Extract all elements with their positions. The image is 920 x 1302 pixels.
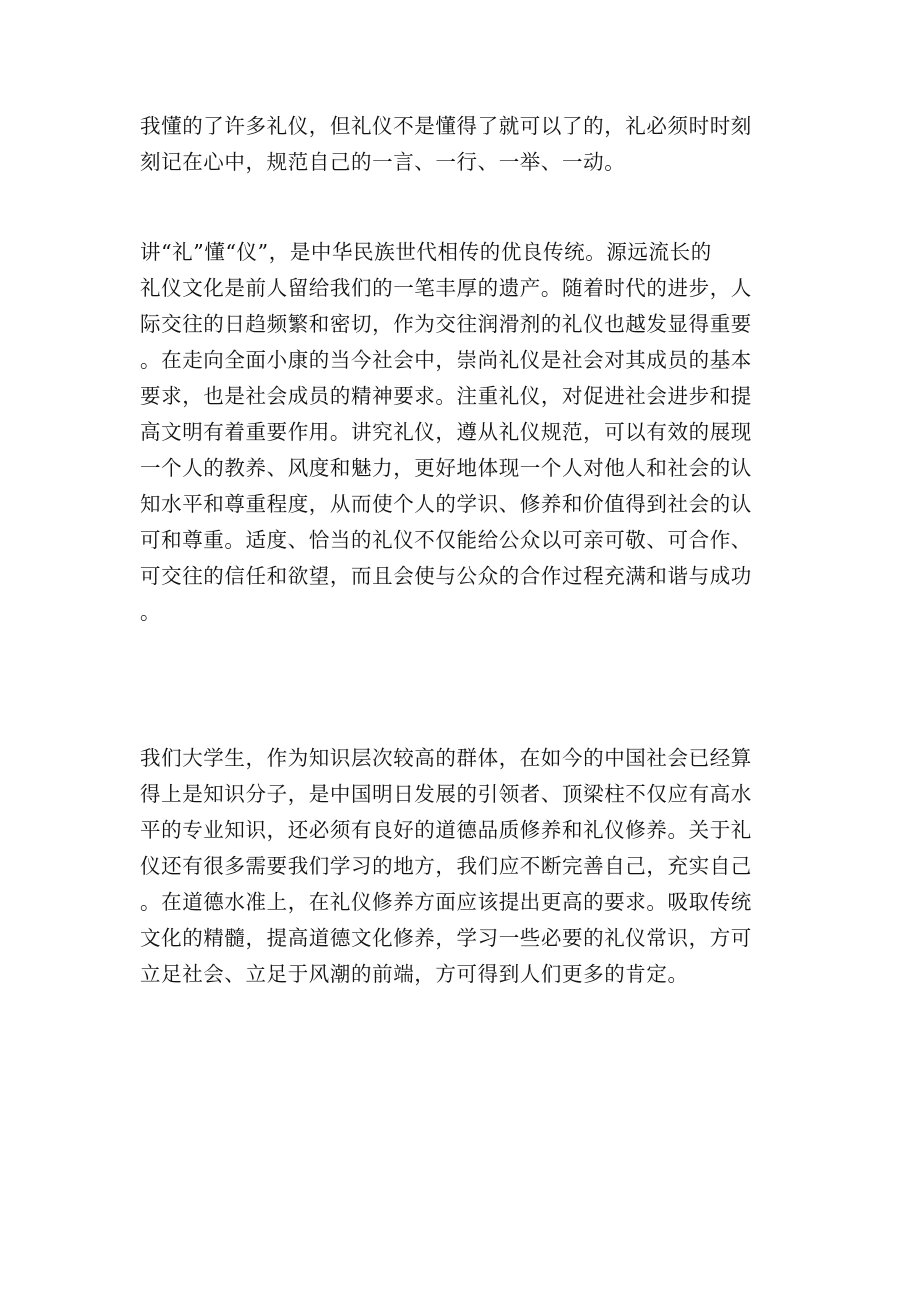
text-line: 。在道德水准上，在礼仪修养方面应该提出更高的要求。吸取传统 bbox=[140, 890, 752, 914]
text-line: 得上是知识分子，是中国明日发展的引领者、顶梁柱不仅应有高水 bbox=[140, 782, 752, 806]
text-line: 立足社会、立足于风潮的前端，方可得到人们更多的肯定。 bbox=[140, 962, 689, 986]
text-line: 我懂的了许多礼仪，但礼仪不是懂得了就可以了的，礼必须时时刻 bbox=[140, 114, 752, 138]
text-line: 讲“礼”懂“仪”，是中华民族世代相传的优良传统。源远流长的 bbox=[140, 240, 712, 264]
text-line: 。 bbox=[140, 600, 162, 624]
text-line: 。在走向全面小康的当今社会中，崇尚礼仪是社会对其成员的基本 bbox=[140, 348, 752, 372]
text-line: 可和尊重。适度、恰当的礼仪不仅能给公众以可亲可敬、可合作、 bbox=[140, 528, 752, 552]
text-line: 可交往的信任和欲望，而且会使与公众的合作过程充满和谐与成功 bbox=[140, 564, 752, 588]
text-line: 刻记在心中，规范自己的一言、一行、一举、一动。 bbox=[140, 150, 626, 174]
text-line: 要求，也是社会成员的精神要求。注重礼仪，对促进社会进步和提 bbox=[140, 384, 752, 408]
text-line: 仪还有很多需要我们学习的地方，我们应不断完善自己，充实自己 bbox=[140, 854, 752, 878]
text-line: 礼仪文化是前人留给我们的一笔丰厚的遗产。随着时代的进步，人 bbox=[140, 276, 752, 300]
text-line: 高文明有着重要作用。讲究礼仪，遵从礼仪规范，可以有效的展现 bbox=[140, 420, 752, 444]
paragraph-1 bbox=[140, 108, 780, 180]
text-line: 际交往的日趋频繁和密切，作为交往润滑剂的礼仪也越发显得重要 bbox=[140, 312, 752, 336]
text-line: 知水平和尊重程度，从而使个人的学识、修养和价值得到社会的认 bbox=[140, 492, 752, 516]
paragraph-2 bbox=[140, 234, 780, 630]
text-line: 我们大学生，作为知识层次较高的群体，在如今的中国社会已经算 bbox=[140, 746, 752, 770]
text-line: 一个人的教养、风度和魅力，更好地体现一个人对他人和社会的认 bbox=[140, 456, 752, 480]
text-line: 平的专业知识，还必须有良好的道德品质修养和礼仪修养。关于礼 bbox=[140, 818, 752, 842]
text-line: 文化的精髓，提高道德文化修养，学习一些必要的礼仪常识，方可 bbox=[140, 926, 752, 950]
paragraph-3 bbox=[140, 740, 780, 992]
